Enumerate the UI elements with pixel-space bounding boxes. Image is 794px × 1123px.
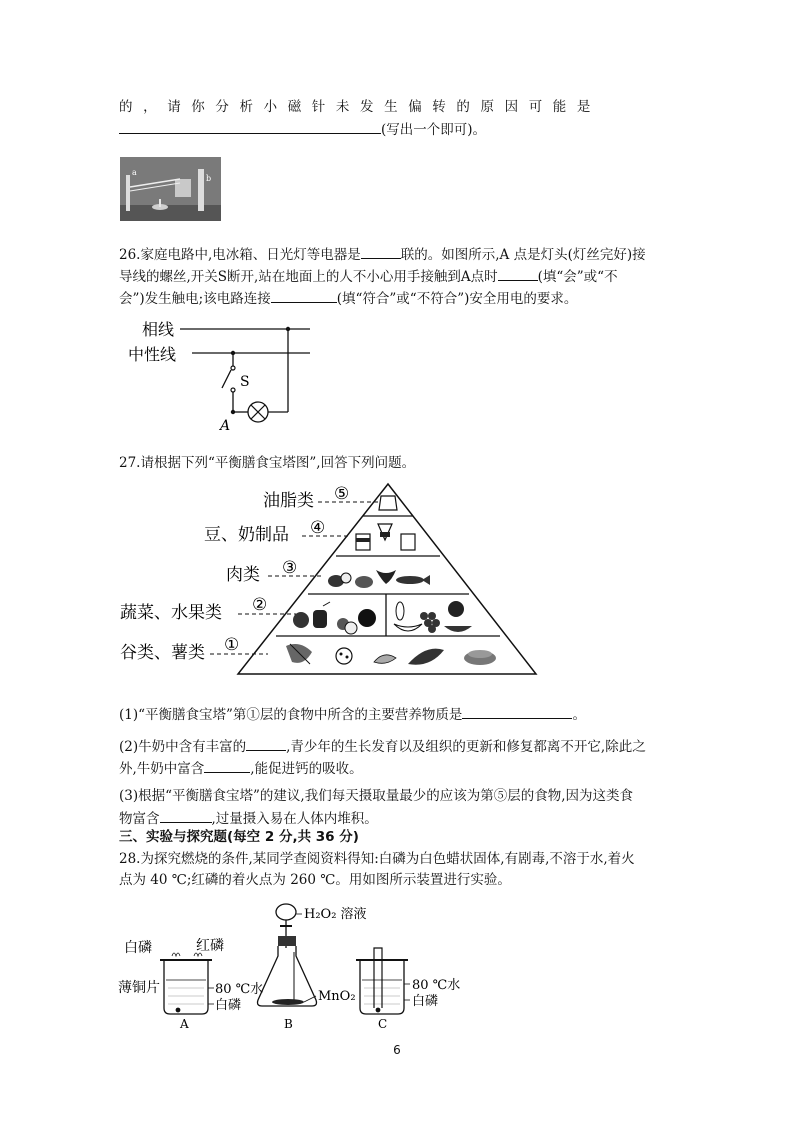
level-3-num: ③ <box>282 558 298 578</box>
level-2-num: ② <box>252 595 268 615</box>
label-b: B <box>284 1017 293 1031</box>
q26-blank-1[interactable] <box>361 244 401 259</box>
live-wire-label: 相线 <box>142 320 175 339</box>
beaker-a <box>164 960 208 1014</box>
circuit-diagram <box>120 318 340 436</box>
q25-line2: (写出一个即可)。 <box>119 119 486 139</box>
q25-line1: 的，请你分析小磁针未发生偏转的原因可能是 <box>119 99 601 115</box>
q27-p3-line2: 物富含 ,过量摄入易在人体内堆积。 <box>119 808 378 828</box>
red-phosphorus-label: 红磷 <box>196 938 224 954</box>
white-phosphorus-label: 白磷 <box>124 940 152 956</box>
switch-label: S <box>240 374 250 390</box>
level-5-name: 油脂类 <box>263 491 314 511</box>
photo-label-b: b <box>206 174 212 183</box>
q28-line2: 点为 40 ℃;红磷的着火点为 260 ℃。用如图所示装置进行实验。 <box>119 872 511 888</box>
level-5-num: ⑤ <box>334 484 350 504</box>
water-c-label: 80 ℃水 <box>412 978 461 993</box>
q26-line1: 26.家庭电路中,电冰箱、日光灯等电器是 联的。如图所示,A 点是灯头(灯丝完好)接 <box>119 244 646 264</box>
level-1-name: 谷类、薯类 <box>120 643 205 663</box>
q26-line2: 导线的螺丝,开关S断开,站在地面上的人不小心用手接触到A点时 (填“会”或“不 <box>119 266 618 286</box>
oil-bottle-icon <box>379 496 397 510</box>
q27-blank-1[interactable] <box>462 704 572 719</box>
flask-b <box>258 946 317 1006</box>
combustion-apparatus <box>118 896 478 1034</box>
level-4-num: ④ <box>310 518 326 538</box>
label-a: A <box>180 1017 189 1031</box>
point-a-label: A <box>220 418 231 434</box>
q27-stem: 27.请根据下列“平衡膳食宝塔图”,回答下列问题。 <box>119 455 416 471</box>
q27-p3-line1: (3)根据“平衡膳食宝塔”的建议,我们每天摄取量最少的应该为第⑤层的食物,因为这类食 <box>119 788 634 804</box>
copper-sheet-label: 薄铜片 <box>118 980 160 996</box>
h2o2-label: H₂O₂ 溶液 <box>304 907 367 922</box>
water-a-label: 80 ℃水 <box>215 982 264 997</box>
white-p-c-label: 白磷 <box>412 994 439 1009</box>
q27-p2-line1: (2)牛奶中含有丰富的 ,青少年的生长发育以及组织的更新和修复都离不开它,除此之 <box>119 736 646 756</box>
food-pyramid <box>118 478 538 678</box>
page-number: 6 <box>393 1043 401 1057</box>
level-3-name: 肉类 <box>226 565 260 585</box>
level-1-num: ① <box>224 635 240 655</box>
q27-blank-4[interactable] <box>160 808 212 823</box>
photo-label-a: a <box>132 168 137 177</box>
mno2-label: MnO₂ <box>318 989 356 1004</box>
neutral-wire-label: 中性线 <box>128 345 177 364</box>
white-p-a-label: 白磷 <box>215 998 242 1013</box>
label-c: C <box>378 1017 388 1031</box>
q27-p2-line2: 外,牛奶中富含 ,能促进钙的吸收。 <box>119 758 363 778</box>
q27-p1: (1)“平衡膳食宝塔”第①层的食物中所含的主要营养物质是 。 <box>119 704 586 724</box>
q28-line1: 28.为探究燃烧的条件,某同学查阅资料得知:白磷为白色蜡状固体,有剧毒,不溶于水,着火 <box>119 851 635 867</box>
q26-blank-3[interactable] <box>271 288 337 303</box>
level-2-name: 蔬菜、水果类 <box>120 603 222 623</box>
q25-answer-blank[interactable] <box>119 119 381 134</box>
q27-blank-2[interactable] <box>246 736 286 751</box>
level-4-name: 豆、奶制品 <box>204 525 289 545</box>
q26-line3: 会”)发生触电;该电路连接 (填“符合”或“不符合”)安全用电的要求。 <box>119 288 577 308</box>
section-3-title: 三、实验与探究题(每空 2 分,共 36 分) <box>119 829 359 845</box>
experiment-photo <box>120 157 221 221</box>
q27-blank-3[interactable] <box>204 758 250 773</box>
q26-blank-2[interactable] <box>498 266 538 281</box>
